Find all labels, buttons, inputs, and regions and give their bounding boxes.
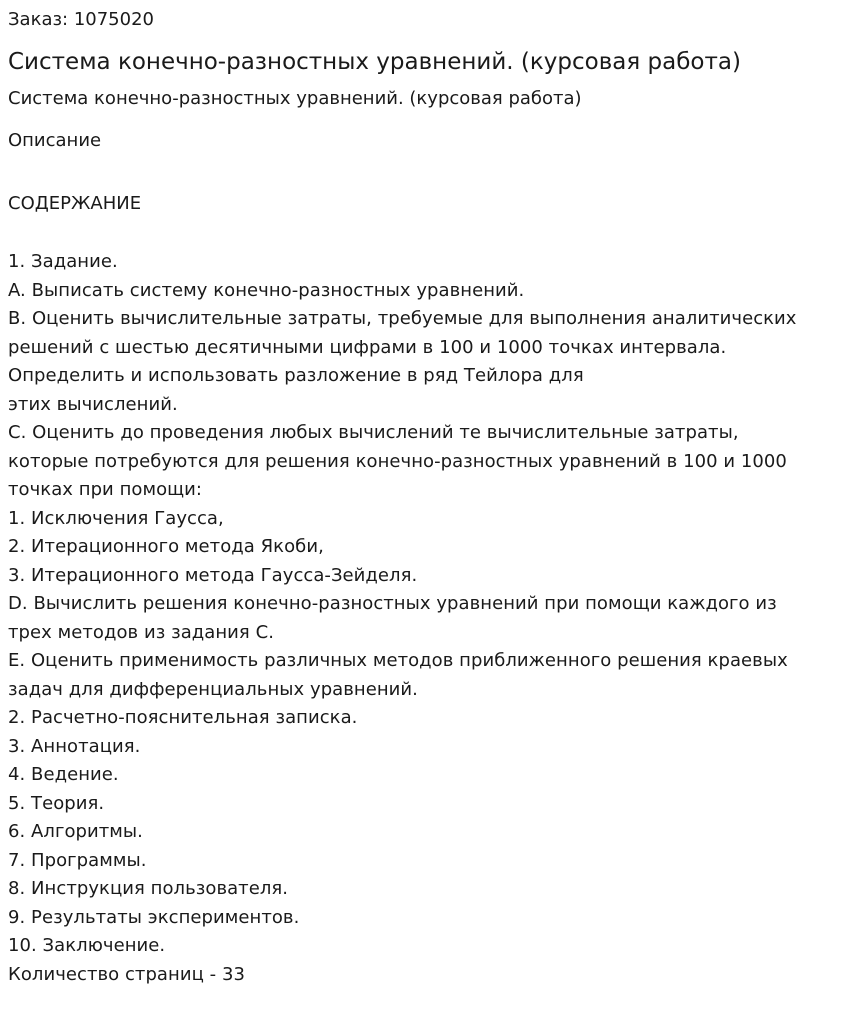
contents-line: 2. Итерационного метода Якоби, — [8, 536, 324, 557]
contents-line: трех методов из задания C. — [8, 621, 274, 643]
contents-line: этих вычислений. — [8, 393, 178, 415]
contents-line: 1. Исключения Гаусса, — [8, 507, 224, 529]
contents-line: D. Вычислить решения конечно-разностных уравнений при помощи каждого из — [8, 593, 777, 614]
contents-line: 3. Аннотация. — [8, 735, 141, 757]
contents-list — [8, 248, 843, 989]
contents-line: 1. Задание. — [8, 251, 118, 272]
contents-line: 6. Алгоритмы. — [8, 821, 143, 842]
contents-line: 4. Ведение. — [8, 764, 119, 785]
contents-line: 3. Итерационного метода Гаусса-Зейделя. — [8, 564, 418, 586]
contents-line: 7. Программы. — [8, 849, 147, 871]
contents-line: C. Оценить до проведения любых вычислений те вычислительные затраты, — [8, 422, 739, 443]
contents-line: Определить и использовать разложение в ряд Тейлора для — [8, 365, 584, 386]
contents-line: 8. Инструкция пользователя. — [8, 878, 289, 899]
page-title: Система конечно-разностных уравнений. (курсовая работа) — [8, 49, 741, 75]
contents-line: Количество страниц - 33 — [8, 963, 245, 985]
contents-line: 2. Расчетно-пояснительная записка. — [8, 707, 358, 728]
page-subtitle: Система конечно-разностных уравнений. (курсовая работа) — [8, 88, 582, 109]
contents-line: точках при помощи: — [8, 479, 203, 500]
order-number: Заказ: 1075020 — [8, 9, 154, 30]
description-label: Описание — [8, 130, 102, 151]
contents-line: 10. Заключение. — [8, 935, 166, 956]
contents-line: 9. Результаты экспериментов. — [8, 906, 300, 928]
contents-line: задач для дифференциальных уравнений. — [8, 678, 418, 700]
contents-line: B. Оценить вычислительные затраты, требуемые для выполнения аналитических — [8, 308, 797, 329]
contents-heading: СОДЕРЖАНИЕ — [8, 193, 142, 214]
contents-line: которые потребуются для решения конечно-разностных уравнений в 100 и 1000 — [8, 450, 787, 472]
contents-line: A. Выписать систему конечно-разностных уравнений. — [8, 279, 525, 301]
contents-line: решений с шестью десятичными цифрами в 100 и 1000 точках интервала. — [8, 336, 727, 358]
contents-line: 5. Теория. — [8, 792, 105, 814]
contents-line: E. Оценить применимость различных методов приближенного решения краевых — [8, 650, 788, 671]
